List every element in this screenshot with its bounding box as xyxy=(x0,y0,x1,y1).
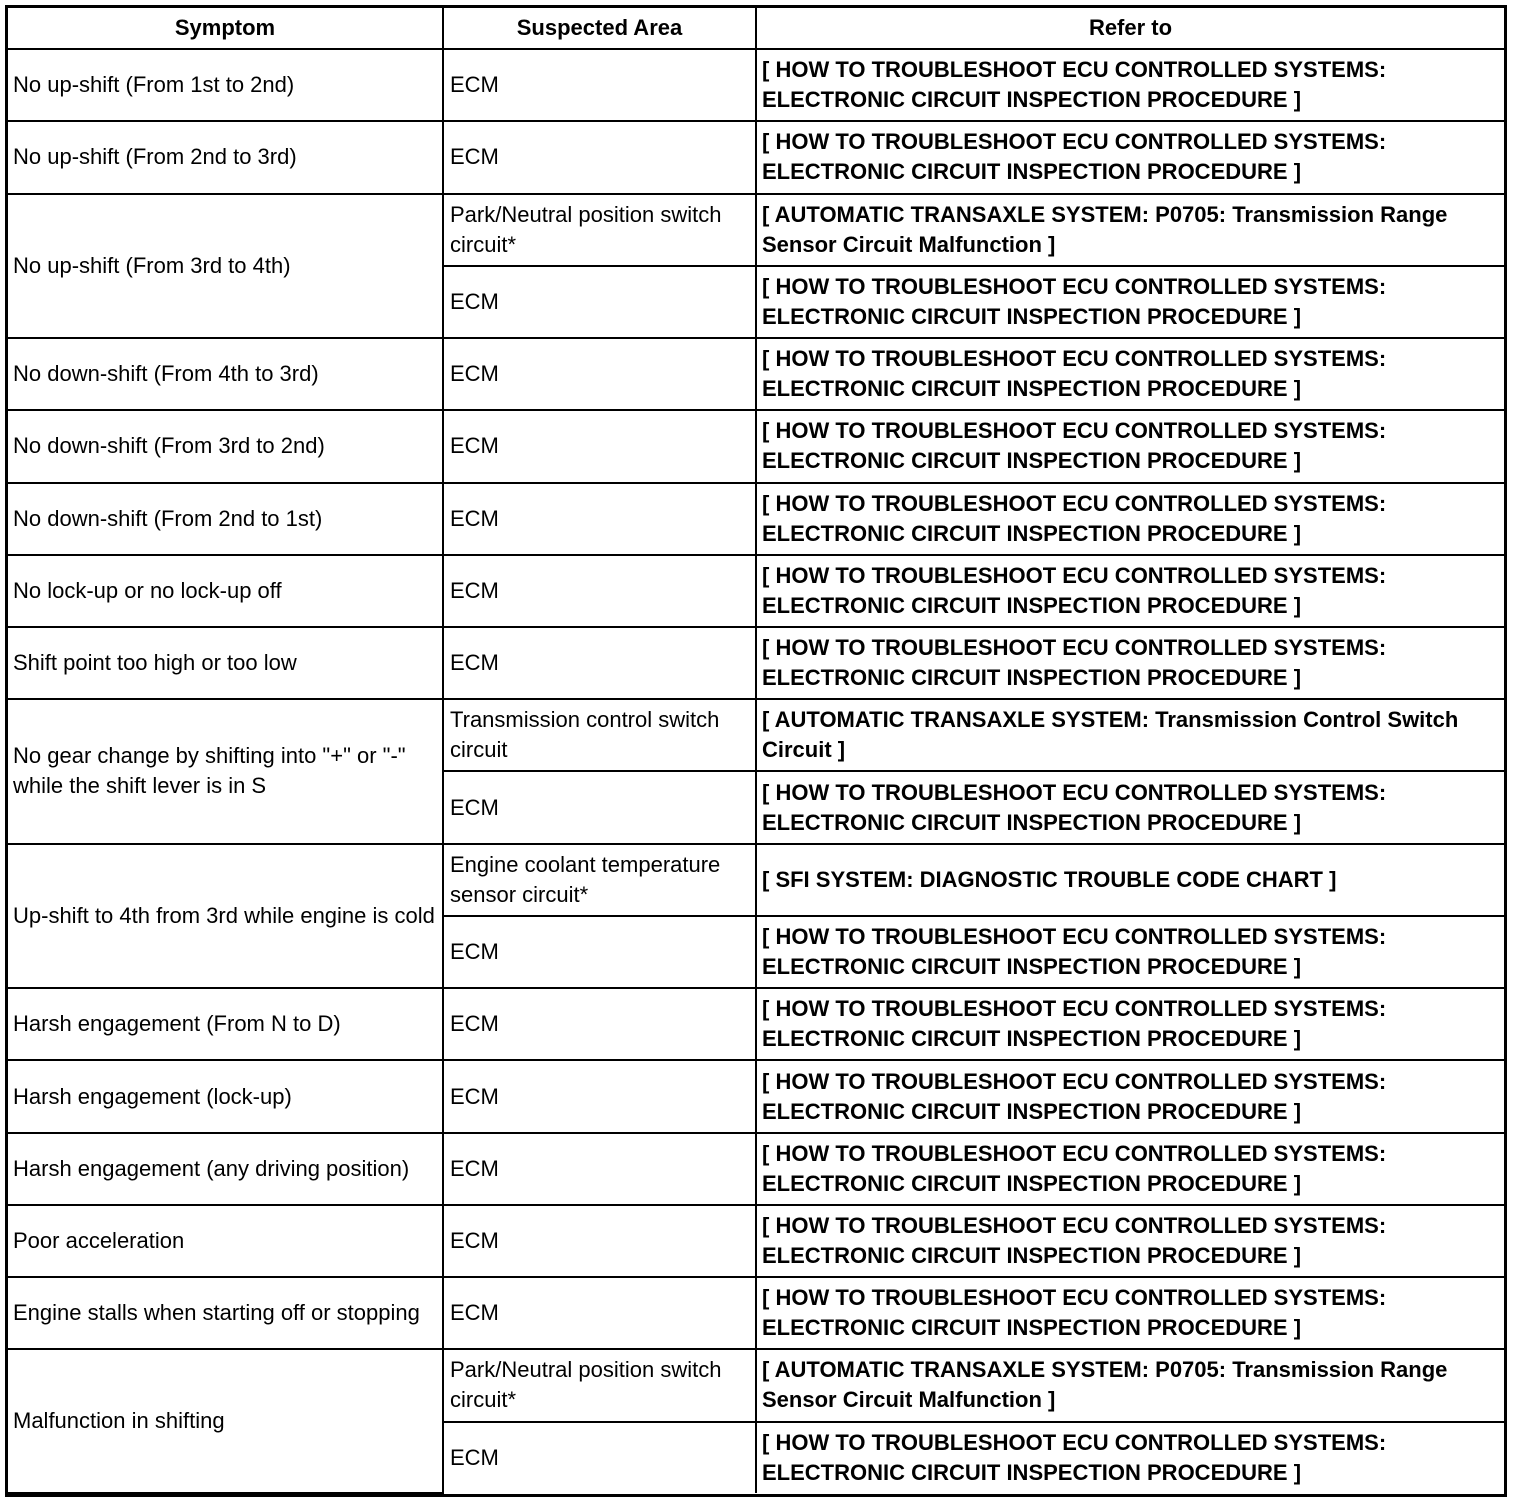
symptom-cell: Engine stalls when starting off or stopping xyxy=(8,1277,443,1349)
suspected-area-cell: ECM xyxy=(443,338,756,410)
refer-to-link[interactable]: [ HOW TO TROUBLESHOOT ECU CONTROLLED SYSTEMS: ELECTRONIC CIRCUIT INSPECTION PROCEDURE ] xyxy=(756,1060,1504,1132)
refer-to-link[interactable]: [ HOW TO TROUBLESHOOT ECU CONTROLLED SYSTEMS: ELECTRONIC CIRCUIT INSPECTION PROCEDURE ] xyxy=(756,266,1504,338)
table-row xyxy=(8,555,1504,627)
symptom-cell: No up-shift (From 3rd to 4th) xyxy=(8,194,443,338)
table-row xyxy=(8,1205,1504,1277)
refer-to-link[interactable]: [ HOW TO TROUBLESHOOT ECU CONTROLLED SYSTEMS: ELECTRONIC CIRCUIT INSPECTION PROCEDURE ] xyxy=(756,49,1504,121)
symptom-cell: No lock-up or no lock-up off xyxy=(8,555,443,627)
symptom-cell: Poor acceleration xyxy=(8,1205,443,1277)
refer-to-link[interactable]: [ HOW TO TROUBLESHOOT ECU CONTROLLED SYSTEMS: ELECTRONIC CIRCUIT INSPECTION PROCEDURE ] xyxy=(756,1422,1504,1493)
refer-to-header: Refer to xyxy=(756,8,1504,49)
symptom-cell: No down-shift (From 4th to 3rd) xyxy=(8,338,443,410)
suspected-area-header: Suspected Area xyxy=(443,8,756,49)
refer-to-link[interactable]: [ HOW TO TROUBLESHOOT ECU CONTROLLED SYSTEMS: ELECTRONIC CIRCUIT INSPECTION PROCEDURE ] xyxy=(756,988,1504,1060)
symptom-cell: Shift point too high or too low xyxy=(8,627,443,699)
table-row xyxy=(8,1349,1504,1421)
symptom-cell: Up-shift to 4th from 3rd while engine is cold xyxy=(8,844,443,988)
table-row xyxy=(8,121,1504,193)
refer-to-link[interactable]: [ HOW TO TROUBLESHOOT ECU CONTROLLED SYSTEMS: ELECTRONIC CIRCUIT INSPECTION PROCEDURE ] xyxy=(756,1205,1504,1277)
refer-to-link[interactable]: [ SFI SYSTEM: DIAGNOSTIC TROUBLE CODE CHART ] xyxy=(756,844,1504,916)
suspected-area-cell: ECM xyxy=(443,1060,756,1132)
table-row xyxy=(8,49,1504,121)
suspected-area-cell: ECM xyxy=(443,483,756,555)
suspected-area-cell: Engine coolant temperature sensor circuit* xyxy=(443,844,756,916)
table-row xyxy=(8,988,1504,1060)
table-row xyxy=(8,194,1504,266)
refer-to-link[interactable]: [ HOW TO TROUBLESHOOT ECU CONTROLLED SYSTEMS: ELECTRONIC CIRCUIT INSPECTION PROCEDURE ] xyxy=(756,483,1504,555)
suspected-area-cell: ECM xyxy=(443,988,756,1060)
problem-symptoms-table xyxy=(8,8,1504,1494)
refer-to-link[interactable]: [ HOW TO TROUBLESHOOT ECU CONTROLLED SYSTEMS: ELECTRONIC CIRCUIT INSPECTION PROCEDURE ] xyxy=(756,771,1504,843)
suspected-area-cell: Park/Neutral position switch circuit* xyxy=(443,1349,756,1421)
refer-to-link[interactable]: [ AUTOMATIC TRANSAXLE SYSTEM: P0705: Transmission Range Sensor Circuit Malfunction ] xyxy=(756,1349,1504,1421)
refer-to-link[interactable]: [ HOW TO TROUBLESHOOT ECU CONTROLLED SYSTEMS: ELECTRONIC CIRCUIT INSPECTION PROCEDURE ] xyxy=(756,627,1504,699)
suspected-area-cell: ECM xyxy=(443,266,756,338)
refer-to-link[interactable]: [ HOW TO TROUBLESHOOT ECU CONTROLLED SYSTEMS: ELECTRONIC CIRCUIT INSPECTION PROCEDURE ] xyxy=(756,1277,1504,1349)
suspected-area-cell: Transmission control switch circuit xyxy=(443,699,756,771)
suspected-area-cell: ECM xyxy=(443,121,756,193)
suspected-area-cell: ECM xyxy=(443,555,756,627)
suspected-area-cell: ECM xyxy=(443,410,756,482)
suspected-area-cell: ECM xyxy=(443,627,756,699)
suspected-area-cell: ECM xyxy=(443,49,756,121)
symptom-cell: Harsh engagement (any driving position) xyxy=(8,1133,443,1205)
suspected-area-cell: Park/Neutral position switch circuit* xyxy=(443,194,756,266)
diagnostic-table-frame xyxy=(5,5,1507,1497)
refer-to-link[interactable]: [ AUTOMATIC TRANSAXLE SYSTEM: Transmission Control Switch Circuit ] xyxy=(756,699,1504,771)
suspected-area-cell: ECM xyxy=(443,1422,756,1493)
symptom-cell: No down-shift (From 3rd to 2nd) xyxy=(8,410,443,482)
table-row xyxy=(8,410,1504,482)
symptom-cell: Harsh engagement (From N to D) xyxy=(8,988,443,1060)
refer-to-link[interactable]: [ HOW TO TROUBLESHOOT ECU CONTROLLED SYSTEMS: ELECTRONIC CIRCUIT INSPECTION PROCEDURE ] xyxy=(756,338,1504,410)
header-row xyxy=(8,8,1504,49)
suspected-area-cell: ECM xyxy=(443,1277,756,1349)
symptom-cell: No up-shift (From 1st to 2nd) xyxy=(8,49,443,121)
symptom-cell: No up-shift (From 2nd to 3rd) xyxy=(8,121,443,193)
table-row xyxy=(8,1133,1504,1205)
table-row xyxy=(8,1277,1504,1349)
symptom-cell: No down-shift (From 2nd to 1st) xyxy=(8,483,443,555)
table-row xyxy=(8,338,1504,410)
refer-to-link[interactable]: [ HOW TO TROUBLESHOOT ECU CONTROLLED SYSTEMS: ELECTRONIC CIRCUIT INSPECTION PROCEDURE ] xyxy=(756,555,1504,627)
symptom-cell: No gear change by shifting into "+" or "-" while the shift lever is in S xyxy=(8,699,443,843)
refer-to-link[interactable]: [ HOW TO TROUBLESHOOT ECU CONTROLLED SYSTEMS: ELECTRONIC CIRCUIT INSPECTION PROCEDURE ] xyxy=(756,121,1504,193)
refer-to-link[interactable]: [ AUTOMATIC TRANSAXLE SYSTEM: P0705: Transmission Range Sensor Circuit Malfunction ] xyxy=(756,194,1504,266)
table-row xyxy=(8,844,1504,916)
symptom-cell: Malfunction in shifting xyxy=(8,1349,443,1493)
suspected-area-cell: ECM xyxy=(443,1205,756,1277)
symptom-header: Symptom xyxy=(8,8,443,49)
suspected-area-cell: ECM xyxy=(443,1133,756,1205)
table-row xyxy=(8,483,1504,555)
refer-to-link[interactable]: [ HOW TO TROUBLESHOOT ECU CONTROLLED SYSTEMS: ELECTRONIC CIRCUIT INSPECTION PROCEDURE ] xyxy=(756,916,1504,988)
suspected-area-cell: ECM xyxy=(443,916,756,988)
symptom-cell: Harsh engagement (lock-up) xyxy=(8,1060,443,1132)
table-row xyxy=(8,627,1504,699)
table-row xyxy=(8,699,1504,771)
suspected-area-cell: ECM xyxy=(443,771,756,843)
refer-to-link[interactable]: [ HOW TO TROUBLESHOOT ECU CONTROLLED SYSTEMS: ELECTRONIC CIRCUIT INSPECTION PROCEDURE ] xyxy=(756,410,1504,482)
table-row xyxy=(8,1060,1504,1132)
refer-to-link[interactable]: [ HOW TO TROUBLESHOOT ECU CONTROLLED SYSTEMS: ELECTRONIC CIRCUIT INSPECTION PROCEDURE ] xyxy=(756,1133,1504,1205)
